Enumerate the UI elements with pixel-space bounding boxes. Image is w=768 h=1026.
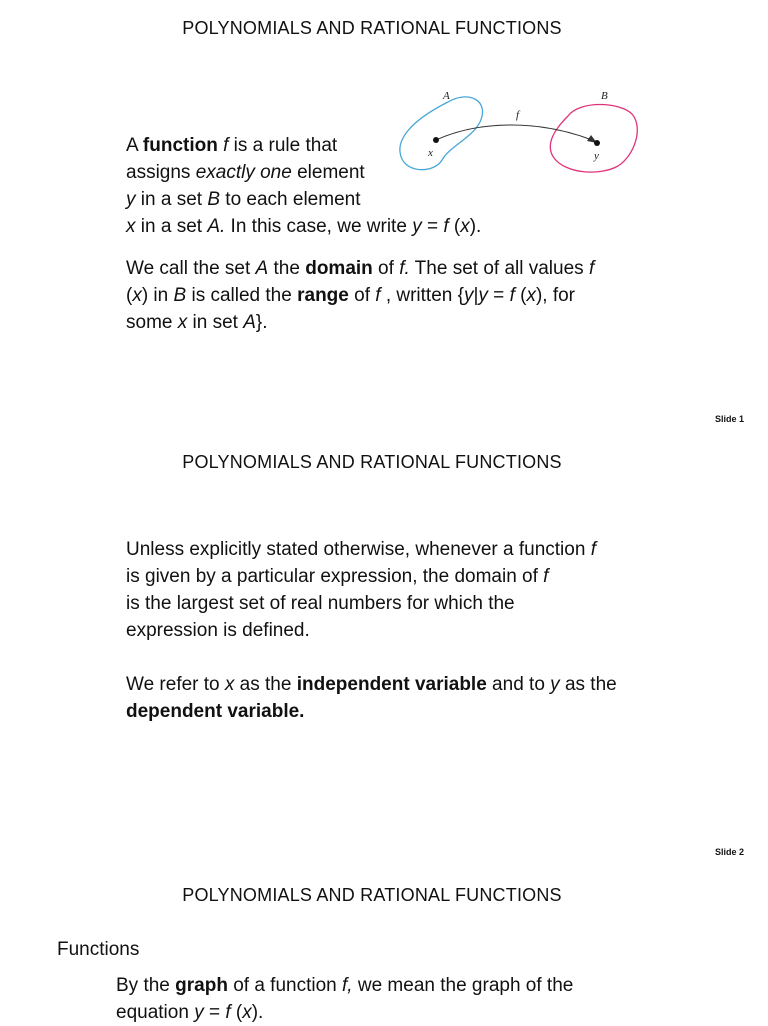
slide-2-domain-convention: Unless explicitly stated otherwise, whenever a function f is given by a particular expression, the domain of f is the largest set of real numbers for which the expression is defined. [126, 539, 596, 641]
slide-3-title: POLYNOMIALS AND RATIONAL FUNCTIONS [182, 885, 562, 905]
slide-1-domain-range: We call the set A the domain of f. The set of all values f (x) in B is called the range of f , written {y|y = f (x), for some x in set A}. [126, 258, 595, 333]
label-x: x [428, 147, 433, 159]
label-a: A [443, 90, 450, 102]
label-y: y [594, 150, 599, 162]
slide-1-definition: A function f is a rule that assigns exactly one element y in a set B to each element x in a set A. In this case, we write y = f (x). [126, 135, 482, 237]
slide-1-number: Slide 1 [714, 414, 744, 424]
slide-2-title: POLYNOMIALS AND RATIONAL FUNCTIONS [182, 452, 562, 472]
slide-2-variables: We refer to x as the independent variable and to y as the dependent variable. [126, 674, 617, 722]
slide-3-heading: Functions [57, 939, 140, 960]
label-f: f [516, 109, 520, 121]
slide-2-number: Slide 2 [714, 847, 744, 857]
slide-3-graph-definition: By the graph of a function f, we mean the graph of the equation y = f (x). [116, 975, 574, 1023]
label-b: B [601, 90, 608, 102]
slide-1-title: POLYNOMIALS AND RATIONAL FUNCTIONS [182, 18, 562, 38]
